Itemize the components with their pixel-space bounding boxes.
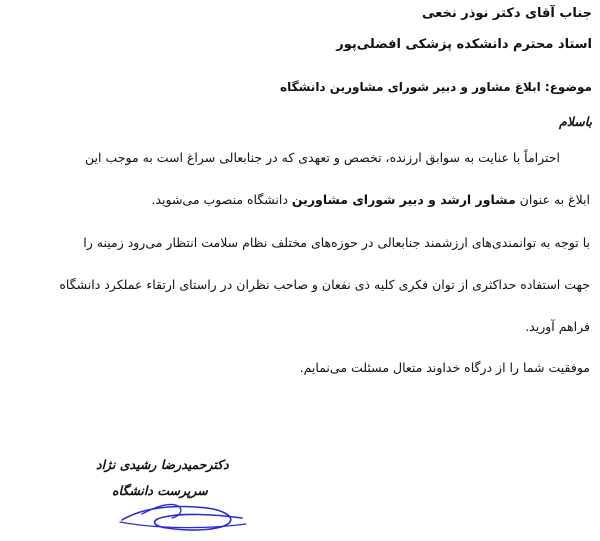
paragraph-line-2 xyxy=(151,192,590,207)
signatory-name: دکترحمیدرضا رشیدی نژاد xyxy=(96,457,229,472)
paragraph-line-5: فراهم آورید. xyxy=(525,319,590,334)
paragraph-line-1-text: احتراماً با عنایت به سوابق ارزنده، تخصص و تعهدی که در جنابعالی سراغ است به موجب این xyxy=(85,150,560,165)
paragraph-line-6: موفقیت شما را از درگاه خداوند متعال مسئلت می‌نمایم. xyxy=(299,360,590,375)
addressee-title: استاد محترم دانشکده پزشکی افضلی‌پور xyxy=(336,37,592,52)
appointment-position: مشاور ارشد و دبیر شورای مشاورین xyxy=(291,192,516,207)
letter-greeting: باسلام xyxy=(559,114,592,129)
paragraph-line-2-start: ابلاغ به عنوان xyxy=(515,192,590,207)
addressee-name: جناب آقای دکتر نوذر نخعی xyxy=(421,6,592,21)
paragraph-line-4: جهت استفاده حداکثری از توان فکری کلیه ذی نفعان و صاحب نظران در راستای ارتقاء عملکرد دانشگاه xyxy=(59,277,590,292)
handwritten-signature xyxy=(112,470,252,540)
paragraph-line-2-end: دانشگاه منصوب می‌شوید. xyxy=(151,192,292,207)
letter-subject: موضوع: ابلاغ مشاور و دبیر شورای مشاورین دانشگاه xyxy=(280,80,592,94)
paragraph-line-1 xyxy=(85,150,590,165)
paragraph-line-3: با توجه به توانمندی‌های ارزشمند جنابعالی در حوزه‌های مختلف نظام سلامت انتظار می‌رود زمینه را xyxy=(83,235,590,250)
signatory-title: سرپرست دانشگاه xyxy=(112,483,208,498)
